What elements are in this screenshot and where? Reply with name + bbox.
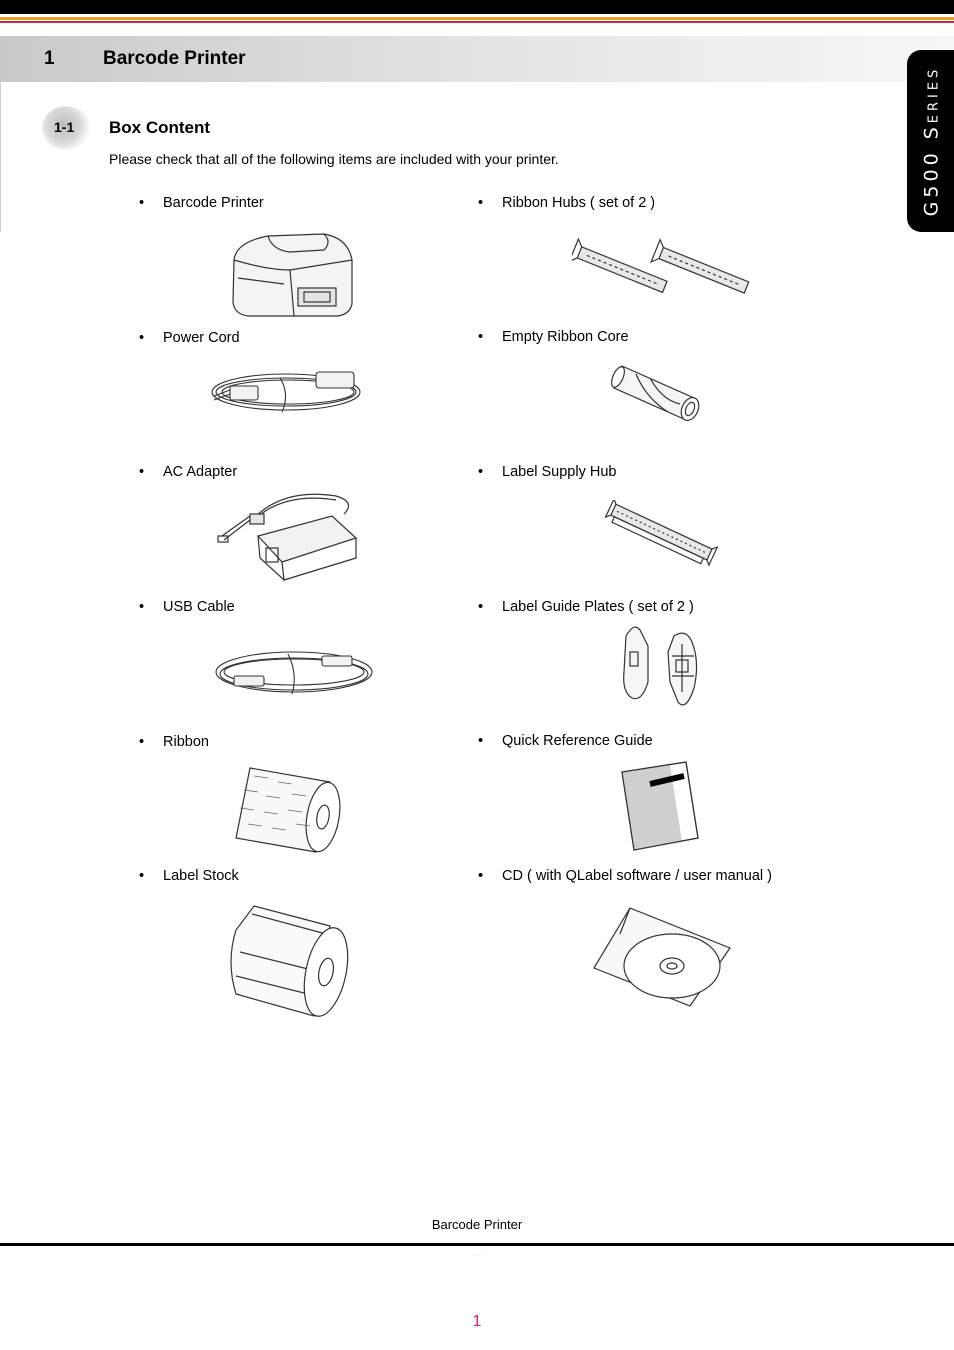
footer-rule: [0, 1243, 954, 1246]
bullet: •: [139, 330, 145, 346]
page-number: 1: [472, 1313, 482, 1330]
bullet: •: [478, 868, 484, 884]
item-label: Power Cord: [163, 330, 240, 346]
series-side-tab-label-wrap: [907, 50, 954, 232]
section-number: 1: [44, 48, 55, 69]
list-item: [478, 868, 772, 884]
list-item: [478, 195, 655, 211]
bullet: •: [139, 464, 145, 480]
item-label: Ribbon: [163, 734, 209, 750]
cd-illustration: [590, 904, 734, 1010]
label-guide-plates-illustration: [616, 622, 700, 710]
power-cord-illustration: [208, 362, 366, 418]
bullet: •: [139, 195, 145, 211]
quick-guide-illustration: [620, 760, 700, 852]
item-label: Label Stock: [163, 868, 239, 884]
bullet: •: [478, 733, 484, 749]
subsection-title: Box Content: [109, 118, 211, 137]
bullet: •: [478, 464, 484, 480]
intro-text: Please check that all of the following items are included with your printer.: [109, 151, 559, 167]
list-item: [478, 329, 629, 345]
list-item: [139, 464, 237, 480]
section-title: Barcode Printer: [103, 48, 246, 69]
printer-illustration: [228, 230, 358, 318]
item-label: Barcode Printer: [163, 195, 264, 211]
item-label: CD ( with QLabel software / user manual ): [502, 868, 772, 884]
item-label: Empty Ribbon Core: [502, 329, 629, 345]
ribbon-hubs-illustration: [572, 234, 750, 310]
list-item: [139, 330, 240, 346]
list-item: [139, 195, 264, 211]
bullet: •: [139, 868, 145, 884]
list-item: [139, 599, 235, 615]
header-stripes: [0, 0, 954, 24]
item-label: AC Adapter: [163, 464, 238, 480]
series-side-tab-label: G500 Series: [920, 65, 943, 217]
ribbon-roll-illustration: [230, 764, 344, 856]
list-item: [139, 734, 209, 750]
bullet: •: [478, 329, 484, 345]
list-item: [478, 733, 653, 749]
item-label: Ribbon Hubs ( set of 2 ): [502, 195, 656, 211]
label-supply-hub-illustration: [602, 500, 720, 566]
footer-ornament: · · ·: [471, 1252, 483, 1259]
ac-adapter-illustration: [216, 488, 360, 584]
left-margin-rule: [0, 82, 1, 232]
item-label: Label Guide Plates ( set of 2 ): [502, 599, 694, 615]
subsection-number: 1-1: [54, 119, 75, 135]
item-label: Quick Reference Guide: [502, 733, 653, 749]
bullet: •: [139, 734, 145, 750]
usb-cable-illustration: [210, 644, 376, 700]
footer-title: Barcode Printer: [431, 1217, 523, 1232]
list-item: [139, 868, 239, 884]
label-stock-illustration: [226, 902, 350, 1018]
item-label: USB Cable: [163, 599, 235, 615]
ribbon-core-illustration: [610, 358, 710, 424]
item-label: Label Supply Hub: [502, 464, 617, 480]
bullet: •: [478, 599, 484, 615]
list-item: [478, 599, 694, 615]
bullet: •: [139, 599, 145, 615]
bullet: •: [478, 195, 484, 211]
list-item: [478, 464, 616, 480]
